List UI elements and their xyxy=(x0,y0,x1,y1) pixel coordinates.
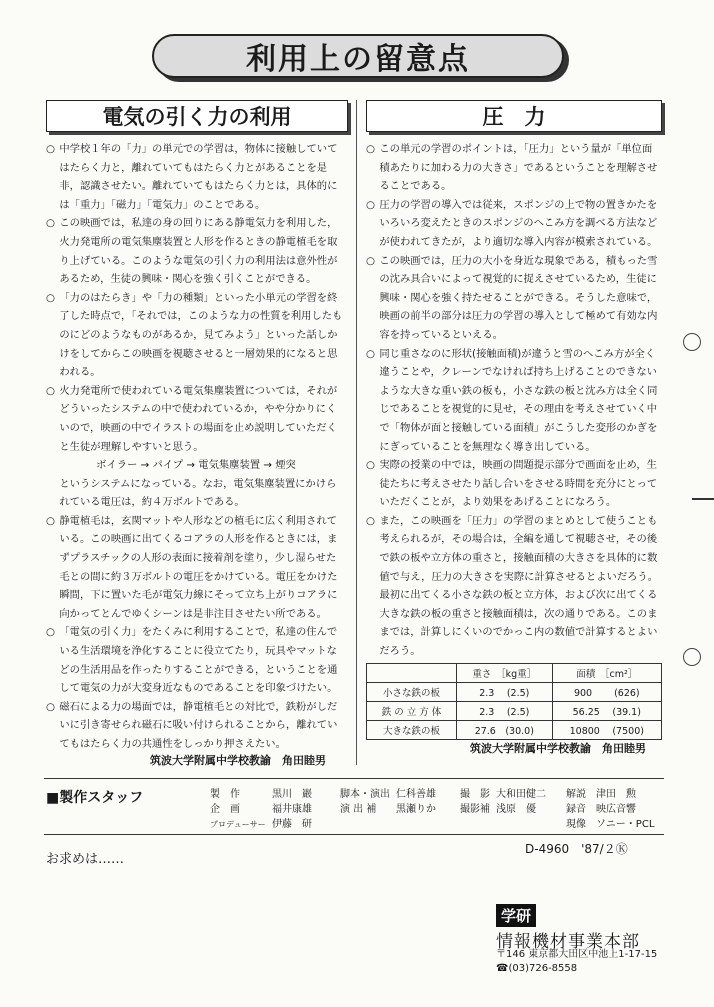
table-header-cell: 面積 ［cm²］ xyxy=(552,664,661,683)
publisher-contact xyxy=(496,948,657,976)
staff-row xyxy=(460,802,546,817)
table-header-row xyxy=(367,664,662,683)
staff-top-rule xyxy=(44,778,664,779)
staff-row xyxy=(340,787,436,802)
staff-row xyxy=(566,787,654,802)
right-heading: 圧 力 xyxy=(366,100,662,132)
staff-role: 解説 xyxy=(566,789,586,800)
page-title: 利用上の留意点 xyxy=(246,42,470,77)
right-signature: 筑波大学附属中学校教諭 角田睦男 xyxy=(470,742,646,755)
table-row xyxy=(367,721,662,740)
staff-person: 黒川 巖 xyxy=(272,789,312,800)
publisher-address: 〒146 東京都大田区中池上1-17-15 xyxy=(496,949,658,960)
right-item-3: ○ この映画では，圧力の大小を身近な現象である，積もった雪の沈み具合いによって視覚的に捉えさせているため，生徒に興味・関心を強く持たせることができる。そうした意味で，映画の前半の部分は圧力の学習の導入として極めて有効な内容を持っているといえる。 xyxy=(366,254,658,341)
staff-role: プロデューサー xyxy=(210,820,266,829)
staff-bottom-rule xyxy=(44,834,664,835)
staff-person: 浅原 優 xyxy=(496,804,536,815)
order-label: お求めは…… xyxy=(46,852,125,867)
right-item-4: ○ 同じ重さなのに形状(接触面積)が違うと雪のへこみ方が全く違うことや，クレーンでなければ持ち上げることのできないような大きな重い鉄の板も，小さな鉄の板と沈み方は全く同じであることを視覚的に見せ，その理由を考えさせていく中で「物体が面と接触している面積」がこうした変形のかぎをにぎっていることを無理なく導き出している。 xyxy=(366,347,658,453)
table-header-cell: 重さ ［kg重］ xyxy=(457,664,553,683)
staff-col-3 xyxy=(460,787,546,817)
table-cell: 56.25 (39.1) xyxy=(552,702,661,721)
staff-person: 大和田健二 xyxy=(496,789,546,800)
flow-line: ボイラー → パイプ → 電気集塵装置 → 煙突 xyxy=(96,459,296,472)
staff-role: 脚本・演出 xyxy=(340,789,390,800)
left-heading: 電気の引く力の利用 xyxy=(46,100,348,132)
table-row xyxy=(367,702,662,721)
staff-person: ソニー・PCL xyxy=(596,819,655,830)
left-item-5: ○ 静電植毛は，玄関マットや人形などの植毛に広く利用されている。この映画に出てくるコアラの人形を作るときには，まずプラスチックの人形の表面に接着剤を塗り，少し湿らせた毛との間に約３万ボルトの電圧をかけている。電圧をかけた瞬間，下に置いた毛が電気力線にそって立ち上がりコアラに向かってとんでゆくシーンは是非注目させたい所である。 xyxy=(46,514,338,620)
right-item-6: ○ また，この映画を「圧力」の学習のまとめとして使うことも考えられるが，その場合は，全編を通して視聴させ，その後で鉄の板や立方体の重さと，接触面積の大きさを具体的に数値で与え，圧力の大きさを実際に計算させるとよいだろう。最初に出てくる小さな鉄の板と立方体，および次に出てくる大きな鉄の板の重さと接触面積は，次の通りである。このままでは，計算しにくいのでかっこ内の数値で計算するとよいだろう。 xyxy=(366,514,659,658)
table-cell: 2.3 (2.5) xyxy=(457,683,553,702)
weight-area-table xyxy=(366,663,662,740)
publisher-name: 情報機材事業本部 xyxy=(496,932,640,952)
left-item-3: ○ 「力のはたらき」や「力の種類」といった小単元の学習を終了した時点で，「それでは，このような力の性質を利用したものにどのようなものがあるか，見てみよう」といった話しかけをしてからこの映画を視聴させると一層効果的になると思われる。 xyxy=(46,291,343,379)
right-column xyxy=(366,140,662,661)
staff-person: 仁科善雄 xyxy=(396,789,436,800)
left-item-2: ○ この映画では，私達の身の回りにある静電気力を利用した，火力発電所の電気集塵装置と人形を作るときの静電植毛を取り上げている。このような電気の引く力の利用法は意外性があるため，生徒の興味・関心を強く引くことができる。 xyxy=(46,217,338,286)
staff-row xyxy=(566,817,654,832)
right-item-5: ○ 実際の授業の中では，映画の問題提示部分で画面を止め，生徒たちに考えさせたり話し合いをさせる時間を充分にとっていただくことが，より効果をあげることになろう。 xyxy=(366,459,658,509)
binder-hole xyxy=(683,648,701,666)
staff-person: 福井康雄 xyxy=(272,804,312,815)
table-cell: 大きな鉄の板 xyxy=(367,721,457,740)
staff-role: 現像 xyxy=(566,819,586,830)
table-cell: 10800 (7500) xyxy=(552,721,661,740)
table-cell: 小さな鉄の板 xyxy=(367,683,457,702)
product-code: D-4960 '87/２Ⓚ xyxy=(525,842,628,856)
table-cell: 27.6 (30.0) xyxy=(457,721,553,740)
staff-title: ■製作スタッフ xyxy=(46,790,144,806)
staff-row xyxy=(460,787,546,802)
table-cell: 2.3 (2.5) xyxy=(457,702,553,721)
staff-role: 演 出 補 xyxy=(340,804,377,815)
table-cell: 鉄 の 立 方 体 xyxy=(367,702,457,721)
table-row xyxy=(367,683,662,702)
table-header-cell xyxy=(367,664,457,683)
left-item-4: ○ 火力発電所で使われている電気集塵装置については，それがどういったシステムの中で使われているか，やや分かりにくいので，映画の中でイラストの場面を止め説明していただくと生徒が理解しやすいと思う。 xyxy=(46,384,338,453)
table-cell: 900 (626) xyxy=(552,683,661,702)
staff-role: 企 画 xyxy=(210,804,240,815)
left-item-6: ○ 「電気の引く力」をたくみに利用することで，私達の住んでいる生活環境を浄化することに役立てたり，玩具やマットなどの生活用品を作ったりすることができる，ということを通して電気の力が大変身近なものであることを印象づけたい。 xyxy=(46,626,338,695)
flow-after: というシステムになっている。なお，電気集塵装置にかけられている電圧は，約４万ボルトである。 xyxy=(59,477,337,509)
publisher-logo: 学研 xyxy=(496,904,536,927)
right-item-1: ○ この単元の学習のポイントは，「圧力」という量が「単位面積あたりに加わる力の大きさ」であるということを理解させることである。 xyxy=(366,143,658,193)
staff-person: 映広音響 xyxy=(596,804,636,815)
staff-person: 黒瀬りか xyxy=(396,804,436,815)
left-signature: 筑波大学附属中学校教諭 角田睦男 xyxy=(150,754,326,767)
left-item-7: ○ 磁石による力の場面では，静電植毛との対比で，鉄粉がしだいに引き寄せられ磁石に吸い付けられることから，離れていてもはたらく力の共通性をしっかり押さえたい。 xyxy=(46,700,338,750)
staff-row xyxy=(210,787,312,802)
staff-role: 製 作 xyxy=(210,789,240,800)
staff-row xyxy=(340,802,436,817)
staff-col-4 xyxy=(566,787,654,832)
staff-row xyxy=(210,802,312,817)
left-column xyxy=(46,140,346,754)
fold-mark xyxy=(692,498,714,500)
left-item-1: ○ 中学校１年の「力」の単元での学習は，物体に接触していてはたらく力と，離れていてもはたらく力とがあることを是非，認識させたい。離れていてもはたらく力とは，具体的には「重力」「磁力」「電気力」のことである。 xyxy=(46,143,338,211)
staff-row xyxy=(566,802,654,817)
staff-person: 伊藤 研 xyxy=(272,819,312,830)
staff-role: 録音 xyxy=(566,804,586,815)
staff-role: 撮影補 xyxy=(460,804,490,815)
staff-row xyxy=(210,817,312,832)
staff-col-2 xyxy=(340,787,436,817)
publisher-phone: ☎(03)726-8558 xyxy=(496,963,578,974)
right-item-2: ○ 圧力の学習の導入では従来，スポンジの上で物の置きかたをいろいろ変えたときのスポンジのへこみ方を調べる方法などが使われてきたが，より適切な導入内容が模索されている。 xyxy=(366,198,658,248)
page-title-banner xyxy=(152,34,564,78)
staff-role: 撮 影 xyxy=(460,789,490,800)
staff-col-1 xyxy=(210,787,312,832)
column-divider xyxy=(356,100,357,765)
binder-hole xyxy=(683,333,701,351)
staff-person: 津田 勲 xyxy=(596,789,636,800)
